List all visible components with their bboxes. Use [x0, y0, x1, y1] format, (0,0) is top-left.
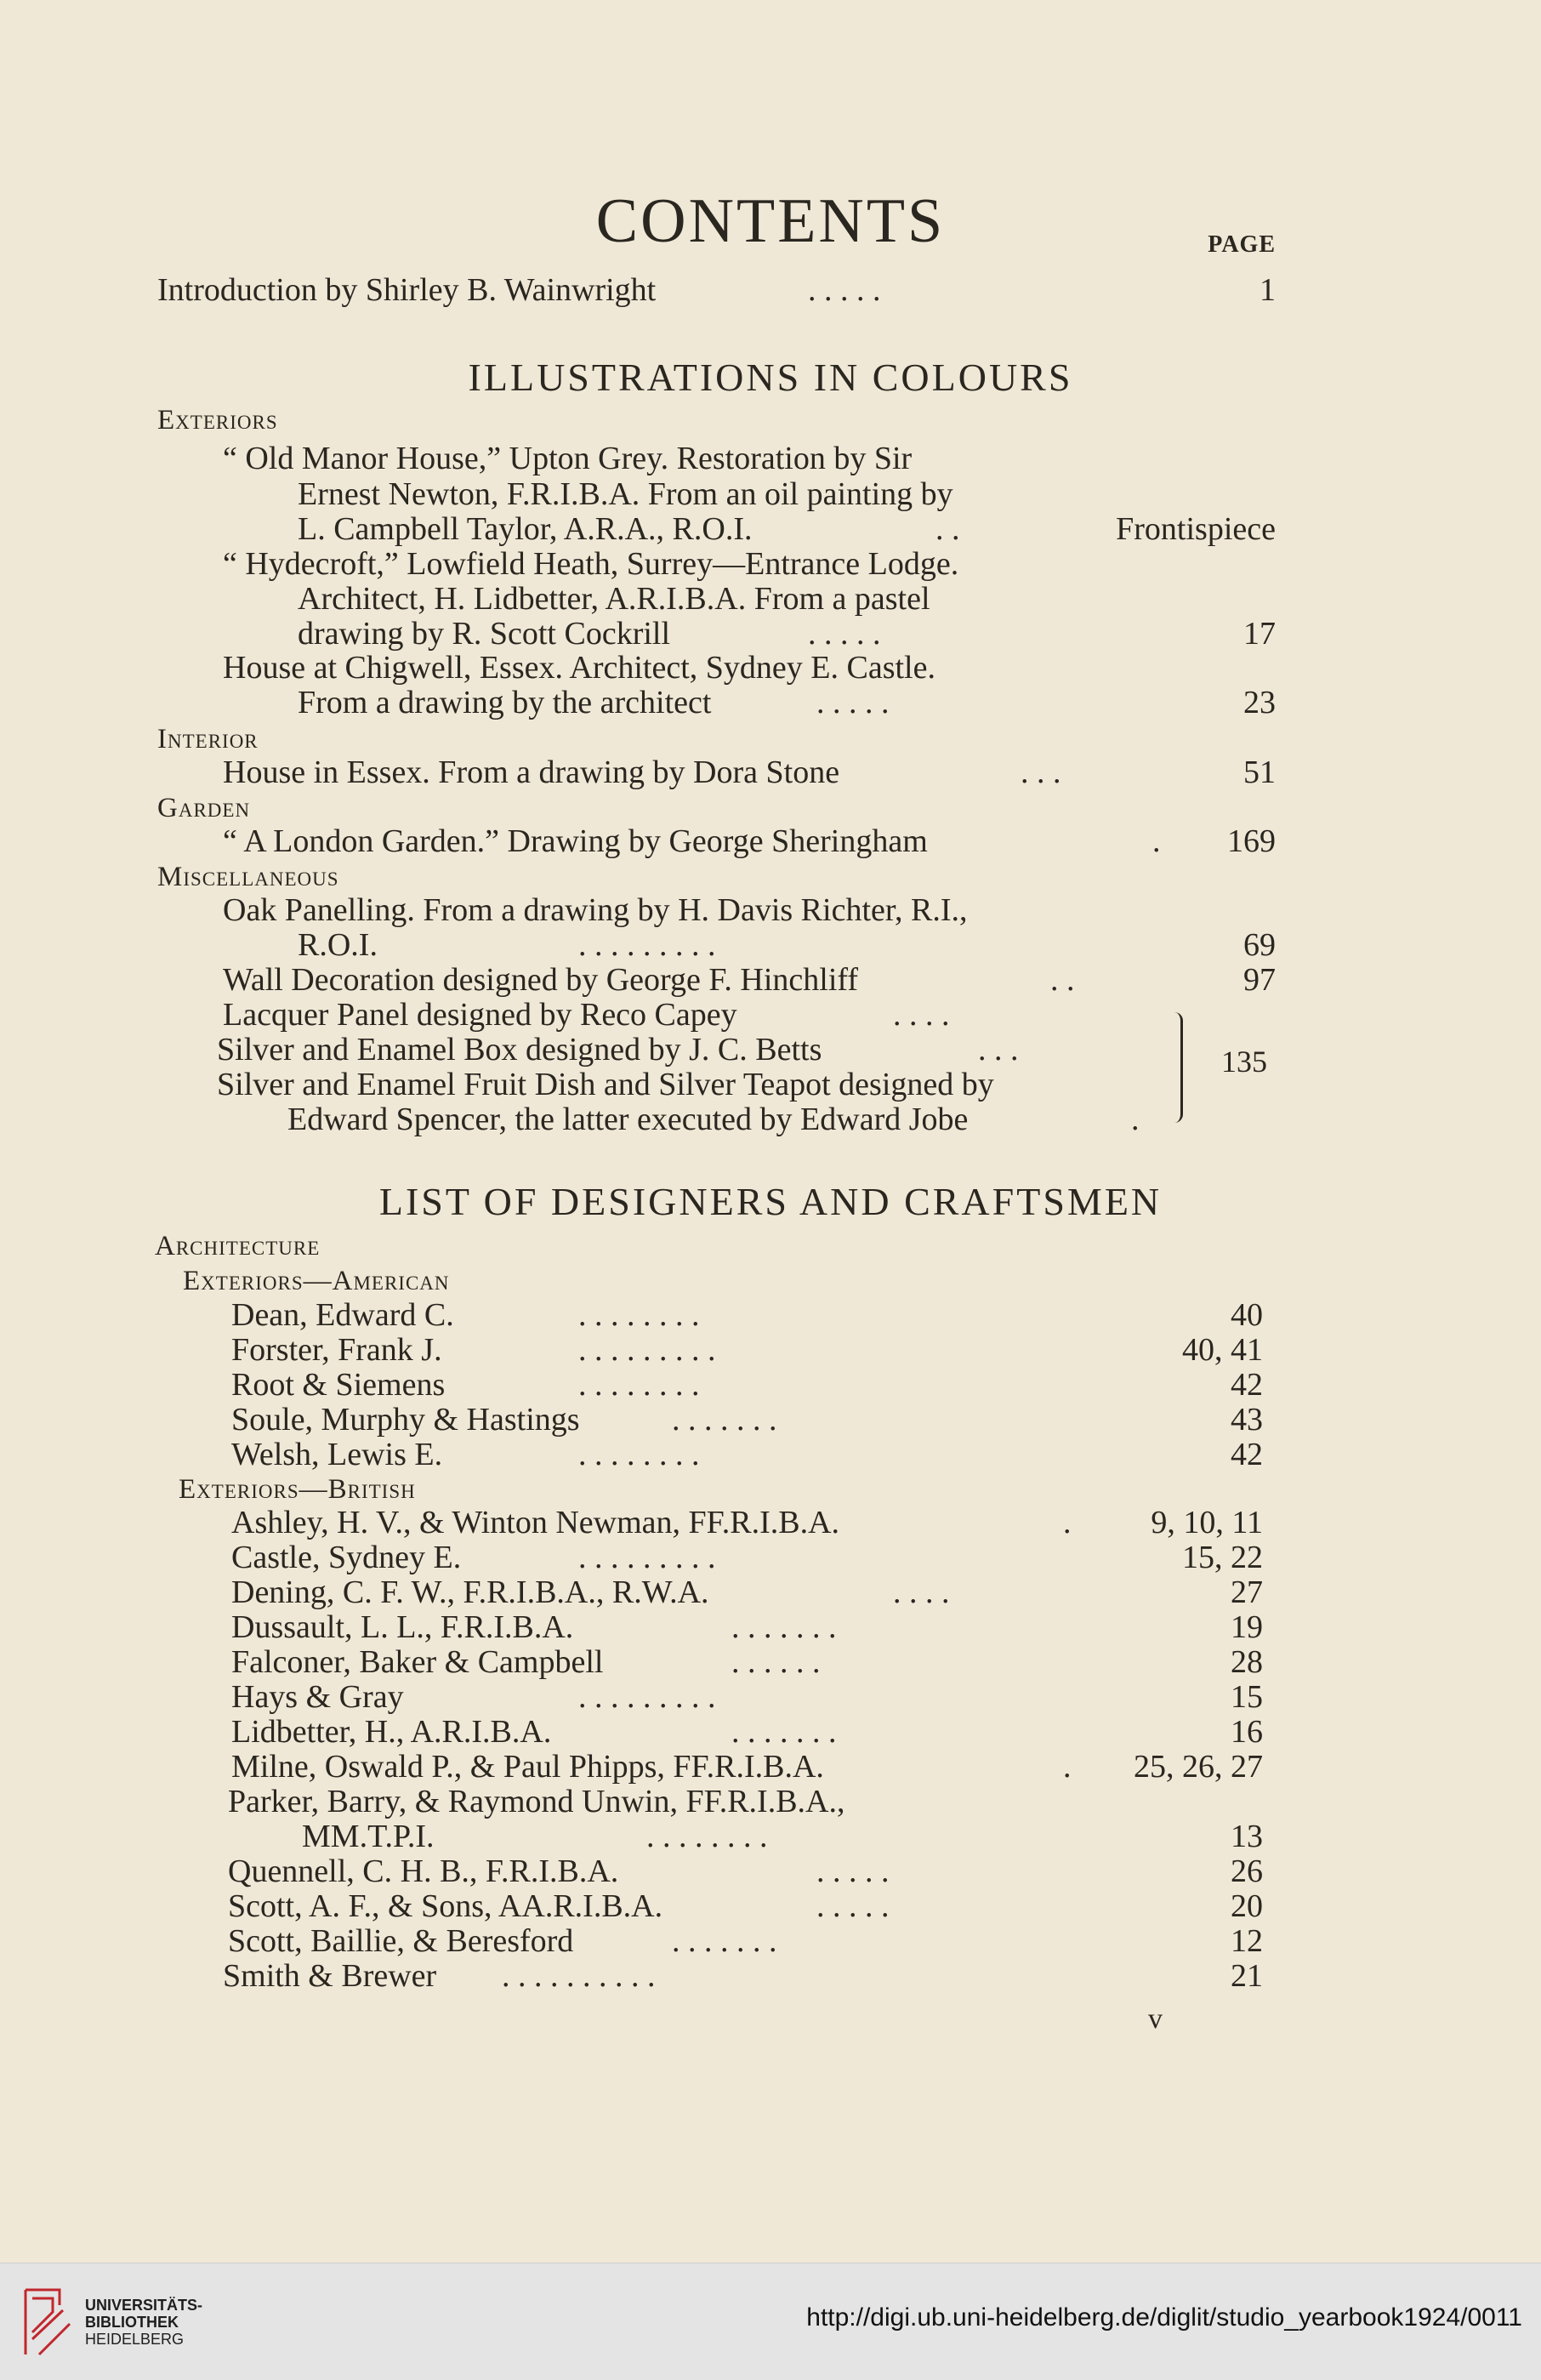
page-number: 69: [1243, 927, 1276, 963]
leader-dots: . . . . .: [816, 1853, 890, 1889]
leader-dots: .: [1063, 1749, 1072, 1785]
designer-name: Soule, Murphy & Hastings: [231, 1402, 580, 1438]
designer-name: Scott, Baillie, & Beresford: [228, 1923, 574, 1959]
section-heading-designers: LIST OF DESIGNERS AND CRAFTSMEN: [378, 1180, 1163, 1223]
designer-name: Lidbetter, H., A.R.I.B.A.: [231, 1714, 552, 1750]
leader-dots: . . . . . . . . .: [578, 1540, 716, 1575]
logo-line: UNIVERSITÄTS-: [85, 2297, 203, 2314]
page-column-label: PAGE: [1208, 231, 1276, 258]
category-garden: Garden: [157, 793, 251, 823]
designer-name: Scott, A. F., & Sons, AA.R.I.B.A.: [228, 1888, 663, 1924]
designer-name: Dussault, L. L., F.R.I.B.A.: [231, 1609, 574, 1645]
leader-dots: . . . . . . . .: [646, 1819, 768, 1854]
page-number: 42: [1231, 1367, 1263, 1403]
leader-dots: . . . . .: [808, 272, 881, 308]
designer-name: Welsh, Lewis E.: [231, 1437, 443, 1472]
entry-line: Architect, H. Lidbetter, A.R.I.B.A. From a pastel: [298, 581, 930, 617]
folio-number: v: [1148, 2003, 1163, 2035]
leader-dots: . . . . . . . .: [578, 1437, 700, 1472]
page-number: 20: [1231, 1888, 1263, 1924]
leader-dots: . . . . . .: [731, 1644, 821, 1680]
page-number: 169: [1227, 823, 1276, 859]
page-number: 15: [1231, 1679, 1263, 1715]
page-number: 27: [1231, 1574, 1263, 1610]
page-number: 13: [1231, 1819, 1263, 1854]
designer-name: Dean, Edward C.: [231, 1297, 454, 1333]
entry-line: Ernest Newton, F.R.I.B.A. From an oil painting by: [298, 476, 953, 512]
leader-dots: . . . .: [893, 1574, 950, 1610]
entry-line: Silver and Enamel Fruit Dish and Silver Teapot designed by: [217, 1067, 994, 1102]
designer-name: Ashley, H. V., & Winton Newman, FF.R.I.B.A.: [231, 1505, 840, 1540]
entry-line: Wall Decoration designed by George F. Hinchliff: [223, 962, 859, 998]
leader-dots: . . . . .: [816, 685, 890, 720]
leader-dots: . . . . . . . . .: [578, 1679, 716, 1715]
designer-name: Forster, Frank J.: [231, 1332, 442, 1368]
leader-dots: .: [1152, 823, 1161, 859]
leader-dots: . . . . . . . . .: [578, 1332, 716, 1368]
entry-line: “ A London Garden.” Drawing by George Sheringham: [223, 823, 928, 859]
entry-line: From a drawing by the architect: [298, 685, 712, 720]
entry-line: House in Essex. From a drawing by Dora Stone: [223, 754, 840, 790]
page-number: 43: [1231, 1402, 1263, 1438]
entry-line: “ Hydecroft,” Lowfield Heath, Surrey—Entrance Lodge.: [223, 546, 959, 582]
logo-line: HEIDELBERG: [85, 2331, 185, 2348]
page-number: 9, 10, 11: [1151, 1505, 1263, 1540]
leader-dots: . . . . . . .: [672, 1923, 777, 1959]
page-number: 16: [1231, 1714, 1263, 1750]
entry-line: Edward Spencer, the latter executed by Edward Jobe: [287, 1102, 969, 1137]
logo-line: BIBLIOTHEK: [85, 2314, 179, 2331]
page-number: 23: [1243, 685, 1276, 720]
designer-name: Smith & Brewer: [223, 1958, 437, 1994]
page-number: 97: [1243, 962, 1276, 998]
page-number: 135: [1221, 1045, 1267, 1079]
section-heading-colours: ILLUSTRATIONS IN COLOURS: [468, 356, 1073, 399]
entry-line: Oak Panelling. From a drawing by H. Davis Richter, R.I.,: [223, 892, 968, 928]
page-number: 42: [1231, 1437, 1263, 1472]
leader-dots: . . . . . . .: [731, 1609, 837, 1645]
entry-line: Lacquer Panel designed by Reco Capey: [223, 997, 737, 1033]
page-number: Frontispiece: [1116, 511, 1276, 547]
entry-line: House at Chigwell, Essex. Architect, Sydney E. Castle.: [223, 650, 935, 686]
entry-line: “ Old Manor House,” Upton Grey. Restoration by Sir: [223, 441, 913, 476]
leader-dots: . . . . .: [808, 616, 881, 652]
designer-name: Root & Siemens: [231, 1367, 446, 1403]
leader-dots: . .: [935, 511, 960, 547]
category-exteriors-british: Exteriors—British: [179, 1474, 416, 1505]
page-number: 28: [1231, 1644, 1263, 1680]
designer-name: Falconer, Baker & Campbell: [231, 1644, 604, 1680]
designer-name: Quennell, C. H. B., F.R.I.B.A.: [228, 1853, 619, 1889]
entry-line: R.O.I.: [298, 927, 378, 963]
leader-dots: . . .: [1021, 754, 1061, 790]
page-number: 25, 26, 27: [1134, 1749, 1263, 1785]
leader-dots: .: [1063, 1505, 1072, 1540]
category-interior: Interior: [157, 724, 259, 754]
page-number: 12: [1231, 1923, 1263, 1959]
leader-dots: . . . . . . .: [672, 1402, 777, 1438]
page-number: 40: [1231, 1297, 1263, 1333]
leader-dots: . . . . .: [816, 1888, 890, 1924]
intro-entry: [157, 274, 656, 306]
page-number: 26: [1231, 1853, 1263, 1889]
category-exteriors: Exteriors: [157, 405, 278, 436]
page-number: 1: [1260, 272, 1276, 308]
category-architecture: Architecture: [155, 1231, 321, 1261]
page-number: 21: [1231, 1958, 1263, 1994]
page-number: 17: [1243, 616, 1276, 652]
page-number: 40, 41: [1182, 1332, 1263, 1368]
page-number: 19: [1231, 1609, 1263, 1645]
leader-dots: . . . . . . . .: [578, 1297, 700, 1333]
source-url-link[interactable]: http://digi.ub.uni-heidelberg.de/diglit/studio_yearbook1924/0011: [806, 2303, 1522, 2332]
designer-name-continued: MM.T.P.I.: [302, 1819, 435, 1854]
library-logo-icon: [19, 2280, 78, 2365]
leader-dots: . . . . . . .: [731, 1714, 837, 1750]
designer-name: Milne, Oswald P., & Paul Phipps, FF.R.I.B.A.: [231, 1749, 824, 1785]
leader-dots: . . . .: [893, 997, 950, 1033]
designer-name: Dening, C. F. W., F.R.I.B.A., R.W.A.: [231, 1574, 709, 1610]
designer-name: Parker, Barry, & Raymond Unwin, FF.R.I.B.A.,: [228, 1784, 845, 1819]
leader-dots: . .: [1050, 962, 1075, 998]
leader-dots: .: [1131, 1102, 1140, 1137]
entry-line: L. Campbell Taylor, A.R.A., R.O.I.: [298, 511, 753, 547]
library-logo-text: [85, 2297, 202, 2348]
page-title: CONTENTS: [595, 186, 946, 256]
leader-dots: . . . . . . . . . .: [502, 1958, 656, 1994]
entry-line: drawing by R. Scott Cockrill: [298, 616, 671, 652]
intro-text: Introduction by Shirley B. Wainwright: [157, 272, 657, 308]
designer-name: Castle, Sydney E.: [231, 1540, 462, 1575]
leader-dots: . . . . . . . . .: [578, 927, 716, 963]
designer-name: Hays & Gray: [231, 1679, 404, 1715]
category-miscellaneous: Miscellaneous: [157, 862, 339, 892]
entry-line: Silver and Enamel Box designed by J. C. Betts: [217, 1032, 822, 1068]
page-number: 51: [1243, 754, 1276, 790]
leader-dots: . . .: [978, 1032, 1019, 1068]
category-exteriors-american: Exteriors—American: [183, 1266, 450, 1296]
page-number: 15, 22: [1182, 1540, 1263, 1575]
leader-dots: . . . . . . . .: [578, 1367, 700, 1403]
